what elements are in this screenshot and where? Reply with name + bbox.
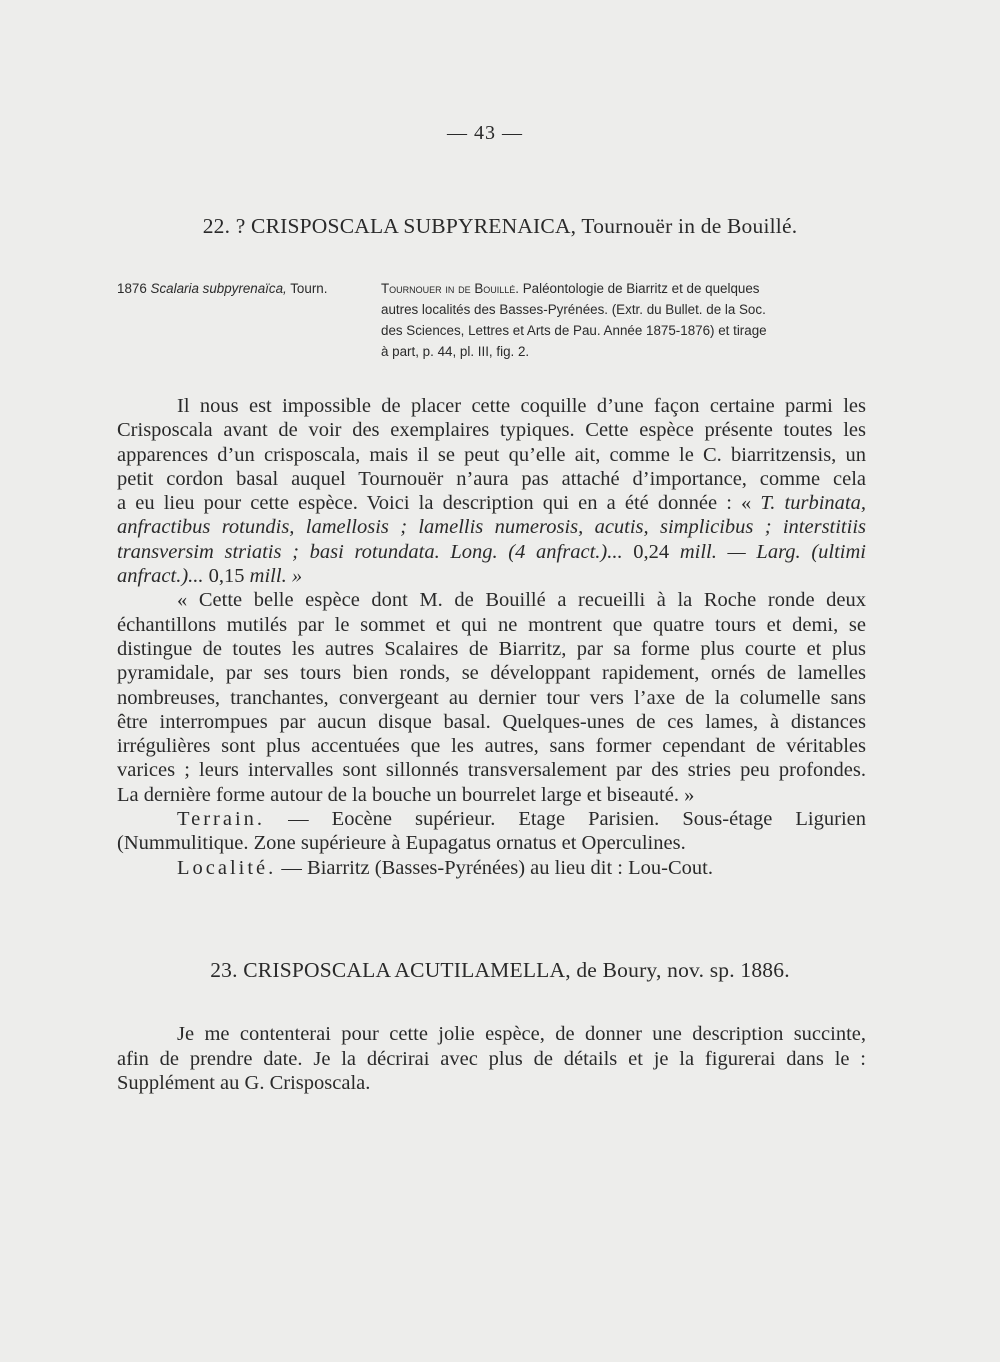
text-line: échantillons mutilés par le sommet et qui ne montrent que quatre tours et demi, se — [117, 613, 866, 636]
synonymy-name: Scalaria subpyrenaïca, — [150, 281, 287, 296]
latin-text: anfract.)... — [117, 565, 204, 588]
text-line: La dernière forme autour de la bouche un bourrelet large et biseauté. » — [117, 783, 695, 806]
text-line — [117, 515, 866, 539]
text-line: afin de prendre date. Je la décrirai avec plus de détails et je la figurerai dans le : — [117, 1047, 866, 1070]
species-23-description — [117, 1022, 866, 1096]
terrain-text: — Eocène supérieur. Etage Parisien. Sous-étage Ligurien — [288, 808, 866, 831]
text-line: nombreuses, tranchantes, convergeant au dernier tour vers l’axe de la columelle sans — [117, 686, 866, 709]
text-line: distingue de toutes les autres Scalaires de Biarritz, par sa forme plus courte et plus — [117, 637, 866, 660]
synonymy-author: Tourn. — [290, 281, 328, 296]
text-line: pyramidale, par ses tours bien ronds, se développant rapidement, ornés de lamelles — [117, 662, 866, 685]
text-line — [117, 540, 866, 564]
text-line — [117, 491, 866, 515]
reference-line: Paléontologie de Biarritz et de quelques — [522, 281, 760, 296]
text-line: être interrompues par aucun disque basal. Quelques-unes de ces lames, à distances — [117, 710, 866, 733]
localite-label: Localité. — [177, 856, 277, 879]
page-number: — 43 — — [447, 122, 523, 144]
text-line: Supplément au G. Crisposcala. — [117, 1072, 371, 1094]
measurement: 0,24 — [633, 540, 670, 563]
reference-line: des Sciences, Lettres et Arts de Pau. Année 1875-1876) et tirage — [381, 323, 767, 338]
reference-author: Tournouer in de Bouillé. — [381, 281, 520, 296]
synonymy-reference — [381, 278, 869, 362]
synonymy-citation — [117, 278, 327, 299]
terrain-line — [117, 807, 866, 831]
latin-text: mill. — Larg. (ultimi — [679, 540, 866, 563]
species-22-description — [117, 394, 866, 880]
text-line: apparences d’un crisposcala, mais il se peut qu’elle ait, comme le C. biarritzensis, un — [117, 443, 866, 466]
reference-line: autres localités des Basses-Pyrénées. (Extr. du Bullet. de la Soc. — [381, 302, 766, 317]
text-line — [117, 564, 866, 588]
species-23-heading: 23. CRISPOSCALA ACUTILAMELLA, de Boury, nov. sp. 1886. — [210, 958, 790, 982]
terrain-label: Terrain. — [177, 808, 266, 831]
text-line: Je me contenterai pour cette jolie espèce, de donner une description succinte, — [177, 1023, 866, 1045]
latin-text: T. turbinata, — [760, 492, 866, 515]
terrain-line: (Nummulitique. Zone supérieure à Eupagatus ornatus et Operculines. — [117, 832, 686, 855]
synonymy-year: 1876 — [117, 281, 147, 296]
latin-text: anfractibus rotundis, lamellosis ; lamellis numerosis, acutis, simplicibus ; interstitiis — [117, 516, 866, 539]
localite-line — [117, 856, 866, 880]
text-line: petit cordon basal auquel Tournouër n’aura pas attaché d’importance, comme cela — [117, 467, 866, 490]
latin-text: mill. » — [249, 565, 303, 588]
text-fragment: a eu lieu pour cette espèce. Voici la description qui en a été donnée : « — [117, 492, 752, 515]
species-22-heading: 22. ? CRISPOSCALA SUBPYRENAICA, Tournouër in de Bouillé. — [202, 214, 798, 238]
text-line: irrégulières sont plus accentuées que les autres, sans former cependant de véritables — [117, 735, 866, 758]
text-line: Il nous est impossible de placer cette coquille d’une façon certaine parmi les — [177, 395, 866, 417]
localite-text: — Biarritz (Basses-Pyrénées) au lieu dit : Lou-Cout. — [281, 856, 713, 879]
reference-line: à part, p. 44, pl. III, fig. 2. — [381, 344, 530, 359]
measurement: 0,15 — [208, 565, 245, 588]
text-line: varices ; leurs intervalles sont sillonnés transversalement par des stries peu profondes. — [117, 759, 866, 782]
text-line: « Cette belle espèce dont M. de Bouillé a recueilli à la Roche ronde deux — [177, 589, 866, 612]
latin-text: transversim striatis ; basi rotundata. Long. (4 anfract.)... — [117, 540, 623, 563]
text-line: Crisposcala avant de voir des exemplaires typiques. Cette espèce présente toutes les — [117, 419, 866, 442]
